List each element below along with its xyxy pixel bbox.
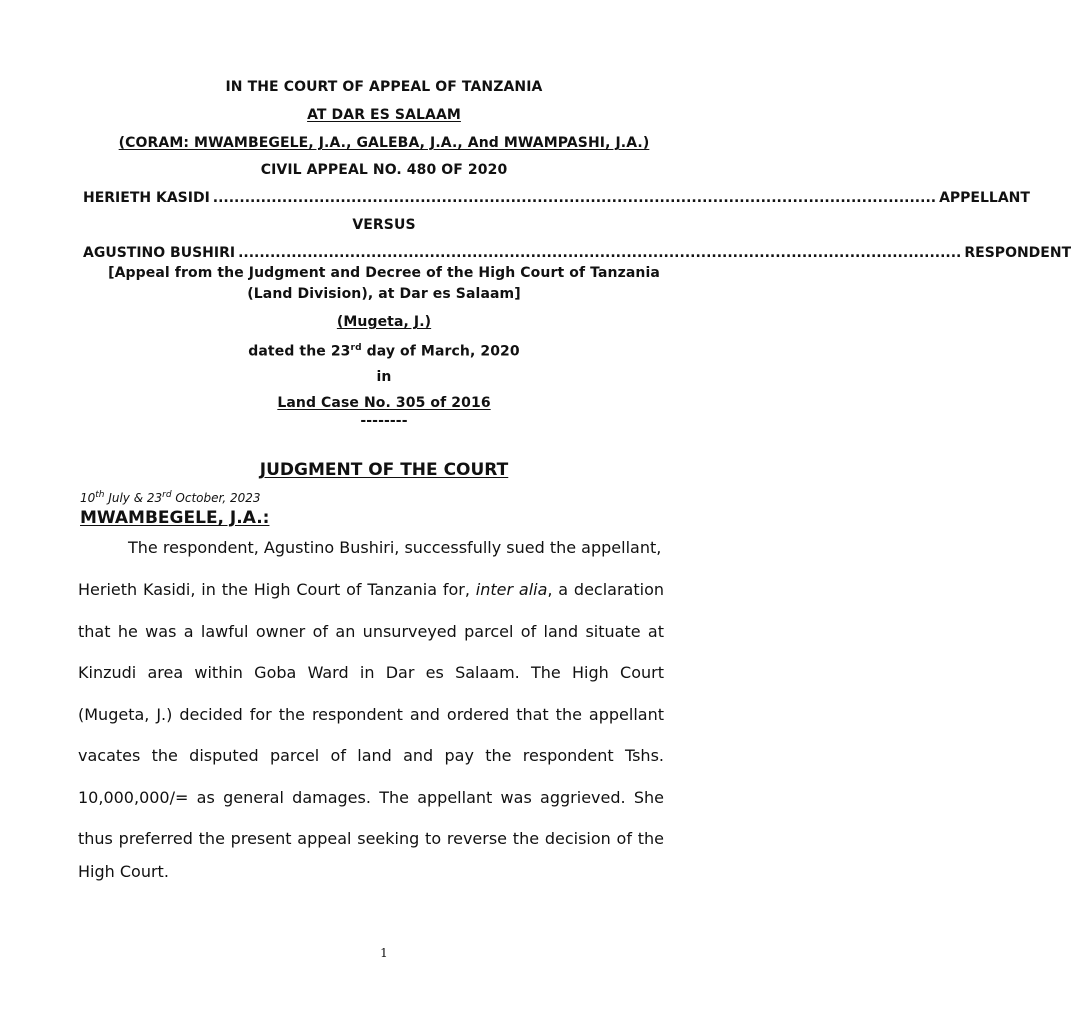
body-line-1: The respondent, Agustino Bushiri, successfully sued the appellant, bbox=[128, 538, 662, 557]
land-case-text: Land Case No. 305 of 2016 bbox=[277, 395, 491, 411]
court-location-text: AT DAR ES SALAAM bbox=[307, 107, 461, 123]
court-location bbox=[0, 107, 768, 123]
dated-prefix: dated the 23 bbox=[248, 343, 351, 360]
in-word: in bbox=[376, 369, 392, 385]
page-number: 1 bbox=[380, 946, 388, 960]
case-number: CIVIL APPEAL NO. 480 OF 2020 bbox=[260, 162, 508, 178]
respondent-name: AGUSTINO BUSHIRI bbox=[83, 245, 236, 261]
judgment-title-text: JUDGMENT OF THE COURT bbox=[259, 460, 509, 480]
judge-heading-text: MWAMBEGELE, J.A.: bbox=[80, 508, 270, 528]
body-line-2-italic: inter alia bbox=[475, 580, 548, 599]
body-line-2b: , a declaration bbox=[547, 580, 665, 599]
body-line-3: that he was a lawful owner of an unsurveyed parcel of land situate at bbox=[78, 622, 664, 641]
respondent-leader-dots: ........................................................................................................................................ bbox=[238, 245, 962, 261]
respondent-role: RESPONDENT bbox=[964, 245, 1071, 261]
body-line-2 bbox=[78, 580, 664, 599]
body-line-5: (Mugeta, J.) decided for the respondent and ordered that the appellant bbox=[78, 705, 664, 724]
appellant-leader-dots: ........................................................................................................................................ bbox=[212, 190, 937, 206]
dated-suffix: day of March, 2020 bbox=[361, 343, 520, 360]
appellant-role: APPELLANT bbox=[939, 190, 1030, 206]
appellant-line bbox=[83, 190, 1030, 206]
trial-judge bbox=[0, 314, 768, 330]
dated-sup: rd bbox=[350, 343, 362, 353]
body-line-4: Kinzudi area within Goba Ward in Dar es Salaam. The High Court bbox=[78, 663, 664, 682]
date-part3: October, 2023 bbox=[171, 491, 261, 505]
date-part1: 10 bbox=[80, 491, 96, 505]
coram bbox=[0, 135, 768, 151]
date-sup2: rd bbox=[162, 490, 172, 500]
judgment-dates bbox=[80, 490, 261, 505]
body-line-7: 10,000,000/= as general damages. The appellant was aggrieved. She bbox=[78, 788, 664, 807]
body-line-2a: Herieth Kasidi, in the High Court of Tanzania for, bbox=[78, 580, 476, 599]
versus: VERSUS bbox=[352, 217, 416, 233]
judgment-title bbox=[0, 460, 768, 480]
body-line-6: vacates the disputed parcel of land and pay the respondent Tshs. bbox=[78, 746, 664, 765]
date-sup1: th bbox=[95, 490, 105, 500]
body-line-8: thus preferred the present appeal seeking to reverse the decision of the bbox=[78, 829, 664, 848]
respondent-line bbox=[83, 245, 1071, 261]
land-case bbox=[0, 395, 768, 411]
appeal-from-line2: (Land Division), at Dar es Salaam] bbox=[247, 286, 521, 302]
separator: -------- bbox=[360, 413, 408, 429]
date-part2: July & 23 bbox=[104, 491, 163, 505]
trial-judge-text: (Mugeta, J.) bbox=[336, 314, 432, 330]
appeal-from-line1: [Appeal from the Judgment and Decree of the High Court of Tanzania bbox=[108, 265, 660, 281]
body-line-9: High Court. bbox=[78, 862, 169, 881]
judge-heading bbox=[80, 508, 269, 528]
coram-text: (CORAM: MWAMBEGELE, J.A., GALEBA, J.A., And MWAMPASHI, J.A.) bbox=[118, 135, 650, 151]
dated-line bbox=[0, 343, 768, 360]
appellant-name: HERIETH KASIDI bbox=[83, 190, 210, 206]
court-name: IN THE COURT OF APPEAL OF TANZANIA bbox=[225, 79, 543, 95]
